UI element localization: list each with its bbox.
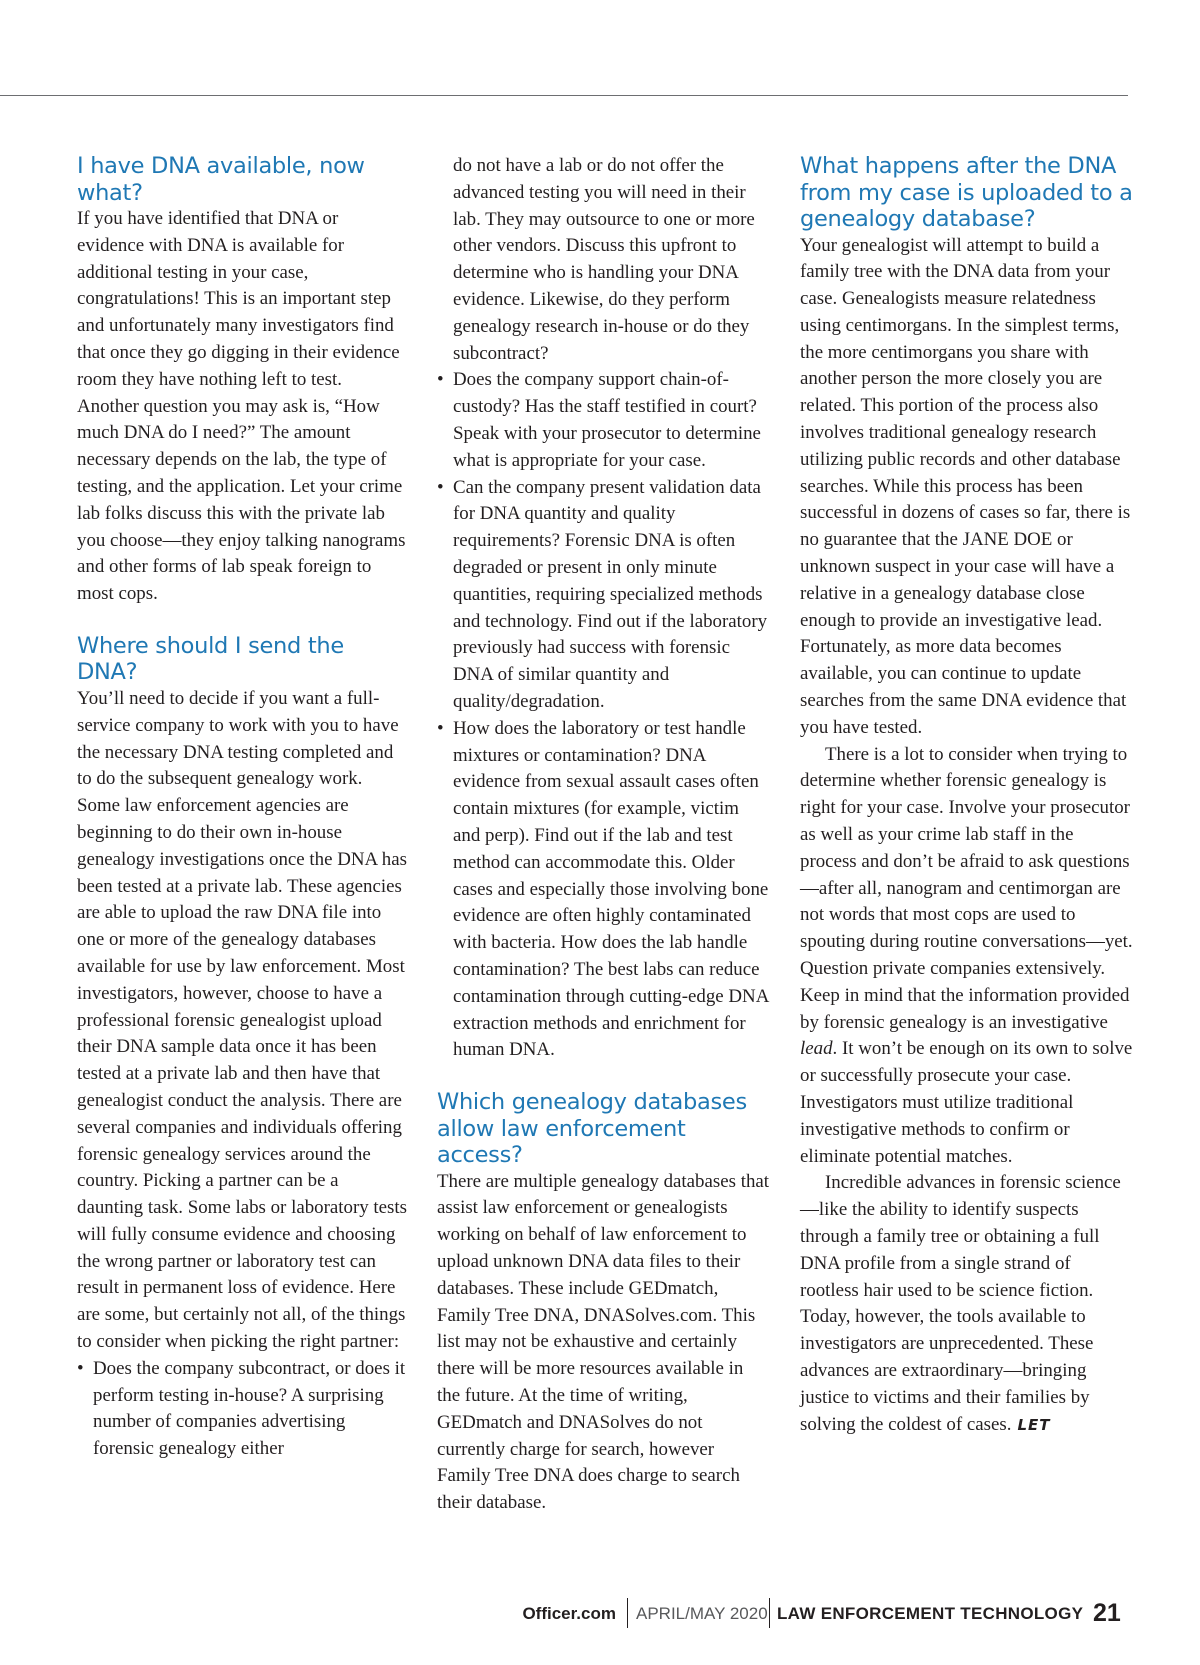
- footer-divider: [627, 1598, 628, 1628]
- page-number: 21: [1093, 1599, 1121, 1627]
- paragraph-advances: [800, 1170, 1133, 1438]
- paragraph-consider: [800, 742, 1133, 1171]
- text-consider-b: . It won’t be enough on its own to solve or successfully prosecute your case. Investigators must utilize traditional investigative methods to confirm or eliminate potential matches.: [800, 1038, 1133, 1167]
- heading-after-upload: What happens after the DNA from my case is uploaded to a genealogy database?: [800, 153, 1133, 232]
- text-advances: Incredible advances in forensic science—like the ability to identify suspects through a family tree or obtaining a full DNA profile from a single strand of rootless hair used to be science fiction. Today, however, the tools available to investigators are unprecedented. These advances are extraordinary—bringing justice to victims and their families by solving the coldest of cases.: [800, 1172, 1121, 1435]
- column-3: [800, 153, 1133, 1438]
- bullet-item-chain-of-custody: • Does the company support chain-of-custody? Has the staff testified in court? Speak with your prosecutor to determine what is appropriate for your case.: [437, 367, 770, 474]
- top-rule: [0, 95, 1128, 96]
- column-1: [77, 153, 407, 1463]
- text-lead-emphasis: lead: [800, 1038, 833, 1060]
- bullet-item-subcontract-continued: do not have a lab or do not offer the advanced testing you will need in their lab. They may outsource to one or more other vendors. Discuss this upfront to determine who is handling your DNA evidence. Likewise, do they perform genealogy research in-house or do they subcontract?: [453, 155, 755, 364]
- let-end-mark-logo: LET: [1017, 1415, 1051, 1434]
- paragraph-dna-available: If you have identified that DNA or evidence with DNA is available for additional testing in your case, congratulations! This is an important step and unfortunately many investigators find that once they go digging in their evidence room they have nothing left to test. Another question you may ask is, “How much DNA do I need?” The amount necessary depends on the lab, the type of testing, and the application. Let your crime lab folks discuss this with the private lab you choose—they enjoy talking nanograms and other forms of lab speak foreign to most cops.: [77, 208, 406, 605]
- column-2: [437, 153, 770, 1517]
- bullet-item-validation: • Can the company present validation data for DNA quantity and quality requirements? Forensic DNA is often degraded or present in only minute quantities, requiring specialized methods and technology. Find out if the laboratory previously had success with forensic DNA of similar quantity and quality/degradation.: [437, 475, 770, 716]
- page-footer: [0, 1598, 1200, 1628]
- footer-date: APRIL/MAY 2020: [636, 1604, 768, 1623]
- footer-divider: [769, 1598, 770, 1628]
- paragraph-where-send: You’ll need to decide if you want a full-service company to work with you to have the necessary DNA testing completed and to do the subsequent genealogy work. Some law enforcement agencies are beginning to do their own in-house genealogy investigations once the DNA has been tested at a private lab. These agencies are able to upload the raw DNA file into one or more of the genealogy databases available for use by law enforcement. Most investigators, however, choose to have a professional forensic genealogist upload their DNA sample data once it has been tested at a private lab and then have that genealogist conduct the analysis. There are several companies and individuals offering forensic genealogy services around the country. Picking a partner can be a daunting task. Some labs or laboratory tests will fully consume evidence and choosing the wrong partner or laboratory test can result in permanent loss of evidence. Here are some, but certainly not all, of the things to consider when picking the right partner:: [77, 687, 408, 1353]
- bullet-item-subcontract: • Does the company subcontract, or does it perform testing in-house? A surprising number of companies advertising forensic genealogy either: [77, 1356, 407, 1463]
- heading-dna-available: I have DNA available, now what?: [77, 153, 365, 206]
- heading-where-send: Where should I send the DNA?: [77, 632, 344, 686]
- text-consider-a: There is a lot to consider when trying to determine whether forensic genealogy is right for your case. Involve your prosecutor as well as your crime lab staff in the process and don’t be afraid to ask questions—after all, nanogram and centimorgan are not words that most cops are used to spouting during routine conversations—yet. Question private companies extensively. Keep in mind that the information provided by forensic genealogy is an investigative: [800, 743, 1133, 1033]
- paragraph-after-upload: Your genealogist will attempt to build a family tree with the DNA data from your case. Genealogists measure relatedness using centimorgans. In the simplest terms, the more centimorgans you share with another person the more closely you are related. This portion of the process also involves traditional genealogy research utilizing public records and other database searches. While this process has been successful in dozens of cases so far, there is no guarantee that the JANE DOE or unknown suspect in your case will have a relative in a genealogy database close enough to provide an investigative lead. Fortunately, as more data becomes available, you can continue to update searches from the same DNA evidence that you have tested.: [800, 234, 1131, 738]
- bullet-item-mixtures: • How does the laboratory or test handle mixtures or contamination? DNA evidence from sexual assault cases often contain mixtures (for example, victim and perp). Find out if the lab and test method can accommodate this. Older cases and especially those involving bone evidence are often highly contaminated with bacteria. How does the lab handle contamination? The best labs can reduce contamination through cutting-edge DNA extraction methods and enrichment for human DNA.: [437, 716, 770, 1064]
- footer-magazine: LAW ENFORCEMENT TECHNOLOGY: [777, 1604, 1084, 1623]
- heading-which-databases: Which genealogy databases allow law enforcement access?: [437, 1089, 747, 1169]
- bullet-list-start: [77, 1356, 407, 1463]
- bullet-list: [437, 367, 770, 1064]
- footer-site: Officer.com: [522, 1604, 616, 1623]
- paragraph-which-databases: There are multiple genealogy databases that assist law enforcement or genealogists working on behalf of law enforcement to upload unknown DNA data files to their databases. These include GEDmatch, Family Tree DNA, DNASolves.com. This list may not be exhaustive and certainly there will be more resources available in the future. At the time of writing, GEDmatch and DNASolves do not currently charge for search, however Family Tree DNA does charge to search their database.: [437, 1170, 770, 1514]
